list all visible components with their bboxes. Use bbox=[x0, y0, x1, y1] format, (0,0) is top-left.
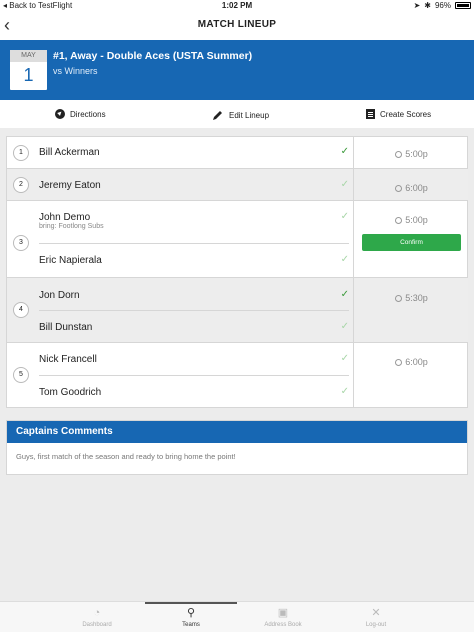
edit-lineup-label: Edit Lineup bbox=[229, 110, 270, 120]
player-name: Jon Dorn bbox=[39, 290, 80, 301]
player-row[interactable] bbox=[39, 278, 349, 310]
unconfirmed-check-icon: ✓ bbox=[340, 386, 349, 397]
player-row[interactable] bbox=[39, 343, 349, 375]
confirmed-check-icon: ✓ bbox=[340, 146, 349, 157]
match-title: #1, Away - Double Aces (USTA Summer) bbox=[53, 50, 253, 62]
match-header bbox=[0, 40, 474, 100]
directions-button[interactable] bbox=[55, 109, 106, 119]
lineup-table bbox=[6, 136, 468, 408]
player-row[interactable] bbox=[39, 311, 349, 343]
player-name: Bill Ackerman bbox=[39, 147, 100, 158]
close-icon: ✕ bbox=[371, 607, 381, 619]
unconfirmed-check-icon: ✓ bbox=[340, 353, 349, 364]
tab-dashboard[interactable] bbox=[38, 602, 156, 632]
page-title: MATCH LINEUP bbox=[197, 19, 277, 30]
court-time: 5:30p bbox=[354, 293, 469, 303]
match-month: MAY bbox=[10, 50, 47, 62]
lineup-slot-4 bbox=[7, 278, 359, 343]
slot-time-4 bbox=[353, 278, 468, 343]
player-row[interactable] bbox=[39, 376, 349, 408]
unconfirmed-check-icon: ✓ bbox=[340, 321, 349, 332]
comments-text: Guys, first match of the season and ready to bring home the point! bbox=[16, 452, 236, 461]
slot-time-5 bbox=[353, 343, 468, 408]
unconfirmed-check-icon: ✓ bbox=[340, 179, 349, 190]
status-right bbox=[414, 1, 471, 10]
slot-number: 1 bbox=[13, 145, 29, 161]
document-icon bbox=[366, 109, 375, 119]
clock: 1:02 PM bbox=[221, 1, 253, 10]
match-day: 1 bbox=[23, 65, 34, 85]
create-scores-label: Create Scores bbox=[380, 109, 432, 119]
battery-percent: 96% bbox=[434, 1, 451, 10]
court-time: 5:00p bbox=[354, 215, 469, 225]
comments-title: Captains Comments bbox=[7, 421, 467, 443]
player-name: Bill Dunstan bbox=[39, 322, 93, 333]
tennis-racket-icon: ⚲ bbox=[186, 607, 196, 619]
tab-label: Log-out bbox=[365, 622, 387, 628]
slot-number: 4 bbox=[13, 302, 29, 318]
clock-icon bbox=[395, 295, 402, 302]
tab-label: Address Book bbox=[264, 622, 302, 628]
nav-bar bbox=[0, 12, 474, 40]
player-note: bring: Footlong Subs bbox=[39, 223, 104, 230]
action-bar bbox=[0, 100, 474, 128]
tab-bar bbox=[0, 601, 474, 632]
match-date bbox=[10, 50, 47, 90]
location-icon: ➤ bbox=[413, 1, 421, 10]
player-name: Tom Goodrich bbox=[39, 387, 102, 398]
captains-comments bbox=[6, 420, 468, 475]
unconfirmed-check-icon: ✓ bbox=[340, 254, 349, 265]
player-name: Nick Francell bbox=[39, 354, 97, 365]
directions-label: Directions bbox=[70, 109, 106, 119]
back-to-app-link[interactable]: ◂ Back to TestFlight bbox=[3, 1, 73, 10]
slot-time-1 bbox=[353, 137, 468, 169]
court-time: 5:00p bbox=[354, 149, 469, 159]
match-opponent: vs Winners bbox=[53, 66, 98, 76]
player-name: Jeremy Eaton bbox=[39, 180, 101, 191]
slot-time-3 bbox=[353, 201, 468, 278]
player-name: Eric Napierala bbox=[39, 255, 102, 266]
clock-icon bbox=[395, 359, 402, 366]
address-book-icon: ▣ bbox=[277, 607, 289, 619]
court-time: 6:00p bbox=[354, 183, 469, 193]
player-row[interactable] bbox=[39, 169, 349, 201]
player-name: John Demo bbox=[39, 212, 91, 223]
create-scores-button[interactable] bbox=[366, 109, 431, 119]
tab-label: Teams bbox=[182, 622, 200, 628]
lineup-slot-5 bbox=[7, 343, 359, 408]
battery-icon bbox=[455, 2, 471, 9]
confirm-button[interactable]: Confirm bbox=[362, 234, 461, 251]
clock-icon bbox=[395, 151, 402, 158]
slot-number: 3 bbox=[13, 235, 29, 251]
navigation-icon bbox=[55, 109, 65, 119]
player-row[interactable] bbox=[39, 201, 349, 243]
edit-lineup-button[interactable] bbox=[212, 109, 269, 121]
court-time: 6:00p bbox=[354, 357, 469, 367]
slot-time-2 bbox=[353, 169, 468, 201]
slot-number: 2 bbox=[13, 177, 29, 193]
clock-icon bbox=[395, 185, 402, 192]
unconfirmed-check-icon: ✓ bbox=[340, 211, 349, 222]
tab-label: Dashboard bbox=[82, 622, 112, 628]
confirmed-check-icon: ✓ bbox=[340, 289, 349, 300]
tab-log-out[interactable] bbox=[317, 602, 435, 632]
lineup-slot-2 bbox=[7, 169, 359, 201]
pencil-icon bbox=[212, 109, 224, 121]
lineup-slot-3 bbox=[7, 201, 359, 278]
lineup-slot-1 bbox=[7, 137, 359, 169]
status-bar bbox=[0, 0, 474, 12]
clock-icon bbox=[395, 217, 402, 224]
gauge-icon: ◔ bbox=[93, 607, 101, 619]
slot-number: 5 bbox=[13, 367, 29, 383]
back-chevron-icon[interactable]: ‹ bbox=[4, 15, 10, 35]
player-row[interactable] bbox=[39, 243, 349, 275]
bluetooth-icon: ✱ bbox=[424, 1, 431, 10]
player-row[interactable] bbox=[39, 137, 349, 169]
